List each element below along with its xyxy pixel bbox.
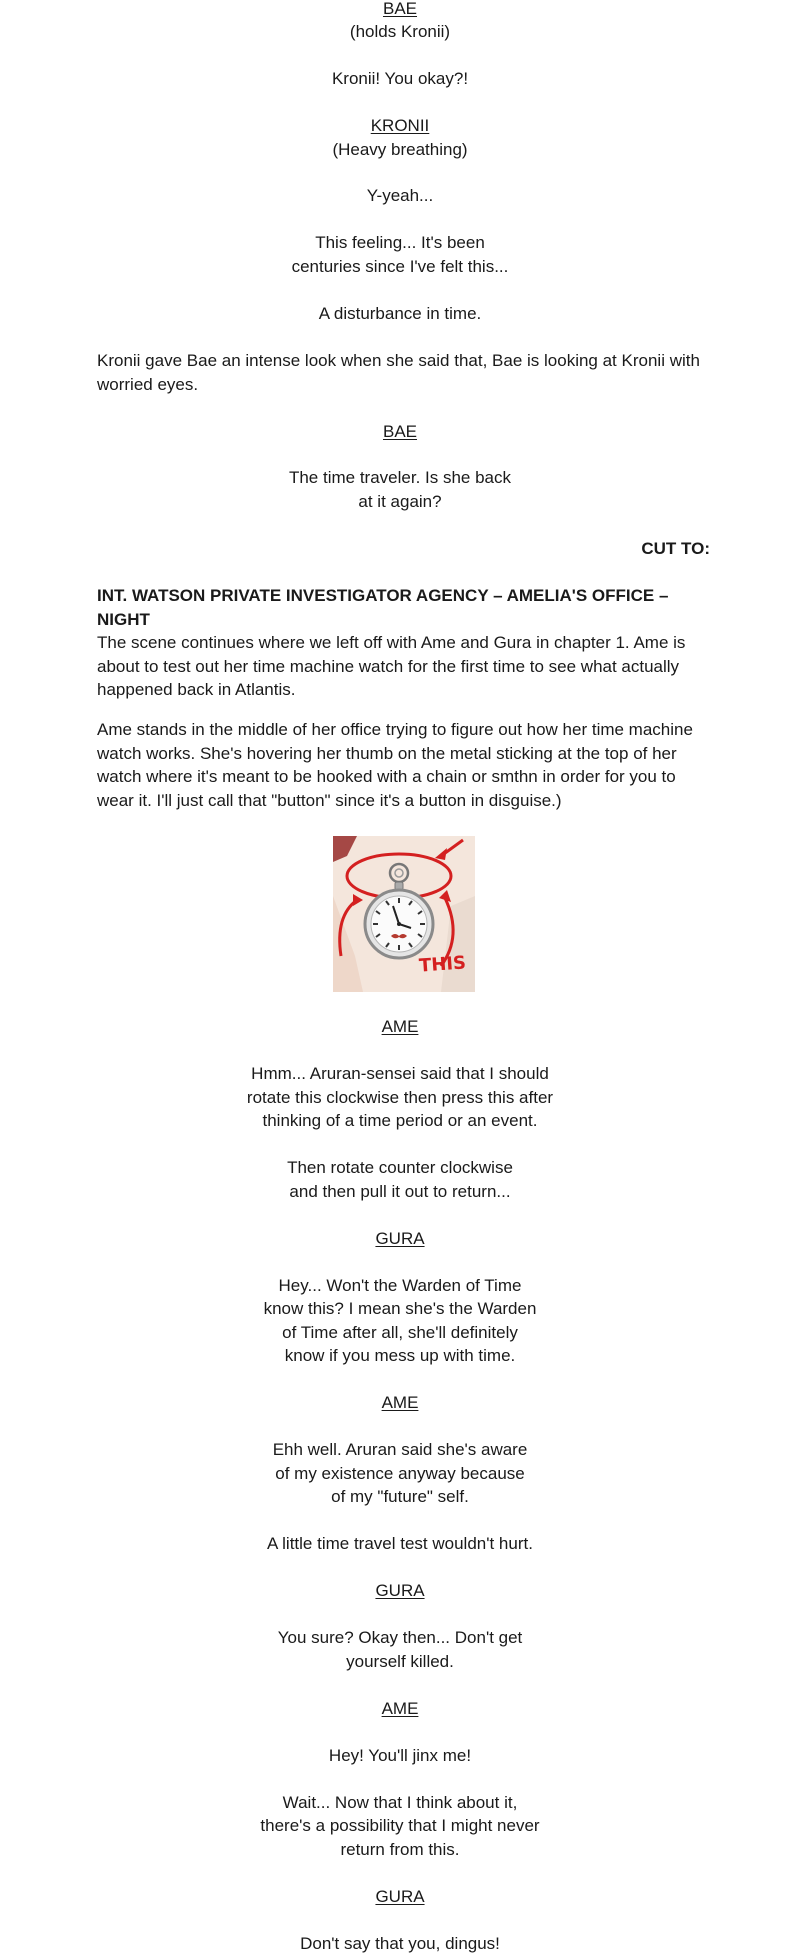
transition: CUT TO: — [641, 539, 710, 558]
dialogue-line: at it again? — [358, 492, 442, 511]
dialogue-line: thinking of a time period or an event. — [262, 1111, 538, 1130]
scene-heading: INT. WATSON PRIVATE INVESTIGATOR AGENCY – AMELIA'S OFFICE – NIGHT — [97, 586, 669, 629]
character-name-gura: GURA — [375, 1581, 425, 1600]
dialogue-line: Wait... Now that I think about it, — [282, 1793, 518, 1812]
figure-label: THIS — [418, 952, 467, 977]
dialogue-line: of Time after all, she'll definitely — [282, 1323, 518, 1342]
dialogue-line: Don't say that you, dingus! — [300, 1934, 500, 1953]
dialogue-line: Ehh well. Aruran said she's aware — [272, 1440, 528, 1459]
dialogue-line: You sure? Okay then... Don't get — [277, 1628, 523, 1647]
dialogue-line: there's a possibility that I might never — [260, 1816, 540, 1835]
dialogue-line: Hmm... Aruran-sensei said that I should — [251, 1064, 549, 1083]
dialogue-line: of my existence anyway because — [275, 1464, 525, 1483]
dialogue-line: and then pull it out to return... — [289, 1182, 511, 1201]
character-name-kronii: KRONII — [370, 116, 430, 135]
character-name-bae: BAE — [382, 422, 418, 441]
dialogue-line: know if you mess up with time. — [284, 1346, 516, 1365]
parenthetical: (holds Kronii) — [349, 22, 451, 41]
dialogue-line: Y-yeah... — [366, 186, 434, 205]
dialogue-line: This feeling... It's been — [315, 233, 485, 252]
character-name-gura: GURA — [375, 1229, 425, 1248]
dialogue-line: Hey! You'll jinx me! — [328, 1746, 472, 1765]
dialogue-line: A disturbance in time. — [318, 304, 482, 323]
character-name-ame: AME — [381, 1699, 419, 1718]
pocket-watch-image — [333, 836, 475, 992]
dialogue-line: rotate this clockwise then press this after — [246, 1088, 554, 1107]
character-name-ame: AME — [381, 1393, 419, 1412]
dialogue-line: of my "future" self. — [331, 1487, 469, 1506]
dialogue-line: The time traveler. Is she back — [288, 468, 512, 487]
dialogue-line: return from this. — [340, 1840, 460, 1859]
dialogue-line: Then rotate counter clockwise — [287, 1158, 513, 1177]
dialogue-line: A little time travel test wouldn't hurt. — [267, 1534, 533, 1553]
parenthetical: (Heavy breathing) — [332, 140, 468, 159]
dialogue-line: Kronii! You okay?! — [331, 69, 469, 88]
dialogue-line: yourself killed. — [346, 1652, 454, 1671]
character-name-ame: AME — [381, 1017, 419, 1036]
action-paragraph: Kronii gave Bae an intense look when she said that, Bae is looking at Kronii with worried eyes. — [97, 351, 700, 394]
character-name-gura: GURA — [375, 1887, 425, 1906]
action-paragraph: The scene continues where we left off with Ame and Gura in chapter 1. Ame is about to test out her time machine watch for the first time to see what actually happened back in Atlantis. — [97, 633, 686, 699]
character-name-bae: BAE — [382, 0, 418, 18]
action-paragraph: Ame stands in the middle of her office trying to figure out how her time machine watch works. She's hovering her thumb on the metal sticking at the top of her watch where it's meant to be hooked with a chain or smthn in order for you to wear it. I'll just call that "button" since it's a button in disguise.) — [97, 720, 693, 810]
dialogue-line: Hey... Won't the Warden of Time — [278, 1276, 522, 1295]
dialogue-line: centuries since I've felt this... — [291, 257, 509, 276]
dialogue-line: know this? I mean she's the Warden — [263, 1299, 537, 1318]
